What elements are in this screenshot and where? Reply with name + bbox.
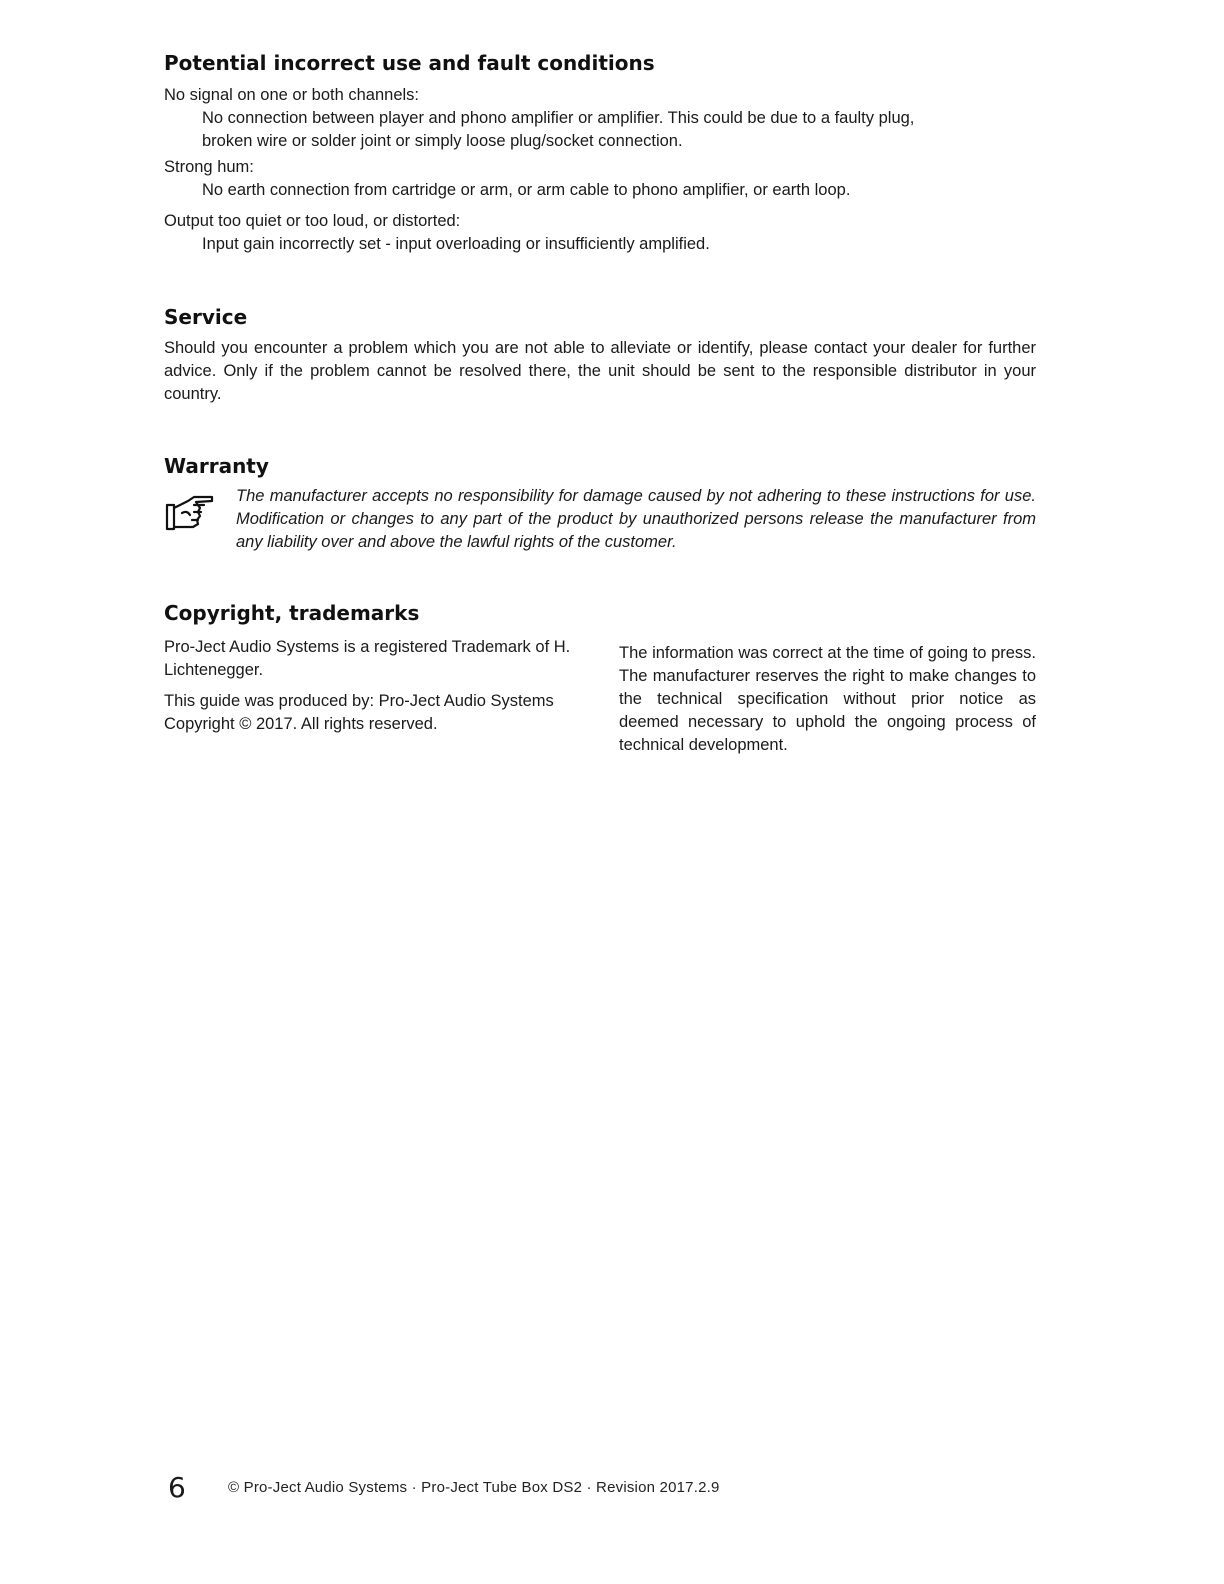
fault-item-line: Input gain incorrectly set - input overloading or insufficiently amplified. xyxy=(202,235,710,253)
copyright-section xyxy=(164,600,1036,760)
warranty-section xyxy=(164,453,1036,554)
service-section xyxy=(164,304,1036,406)
warranty-notice xyxy=(164,485,1036,554)
warranty-body: The manufacturer accepts no responsibility for damage caused by not adhering to these instructions for use. Modification or changes to any part of the product by unauthorized persons release the manufacturer from any liability over and above the lawful rights of the customer. xyxy=(236,487,1036,551)
fault-item-line: No connection between player and phono amplifier or amplifier. This could be due to a faulty plug, xyxy=(202,109,915,127)
fault-conditions-heading: Potential incorrect use and fault conditions xyxy=(164,51,655,75)
pointing-hand-icon xyxy=(164,493,216,533)
produced-by-text: This guide was produced by: Pro-Ject Audio Systems Copyright © 2017. All rights reserved. xyxy=(164,692,554,733)
warranty-heading: Warranty xyxy=(164,454,269,478)
page-number: 6 xyxy=(168,1471,186,1504)
fault-item-output-level xyxy=(164,210,1036,256)
fault-item-label: Strong hum: xyxy=(164,158,254,176)
disclaimer-text: The information was correct at the time of going to press. The manufacturer reserves the right to make changes to the technical specification without prior notice as deemed necessary to uphold the ongoing process of technical development. xyxy=(619,644,1036,754)
copyright-left-column xyxy=(164,636,584,736)
fault-conditions-section xyxy=(164,50,1036,256)
fault-item-line: broken wire or solder joint or simply loose plug/socket connection. xyxy=(202,132,683,150)
page-footer xyxy=(168,1471,868,1507)
copyright-heading: Copyright, trademarks xyxy=(164,601,420,625)
footer-credit: © Pro-Ject Audio Systems · Pro-Ject Tube Box DS2 · Revision 2017.2.9 xyxy=(228,1479,720,1496)
fault-item-no-signal xyxy=(164,84,1036,153)
fault-item-strong-hum xyxy=(164,156,1036,202)
copyright-right-column xyxy=(619,642,1036,757)
fault-item-line: No earth connection from cartridge or arm, or arm cable to phono amplifier, or earth loop. xyxy=(202,181,851,199)
fault-item-label: Output too quiet or too loud, or distorted: xyxy=(164,212,461,230)
fault-item-label: No signal on one or both channels: xyxy=(164,86,420,104)
service-body: Should you encounter a problem which you are not able to alleviate or identify, please contact your dealer for further advice. Only if the problem cannot be resolved there, the unit should be sent to the responsible distributor in your country. xyxy=(164,339,1036,403)
trademark-text: Pro-Ject Audio Systems is a registered Trademark of H. Lichtenegger. xyxy=(164,638,571,679)
service-heading: Service xyxy=(164,305,248,329)
